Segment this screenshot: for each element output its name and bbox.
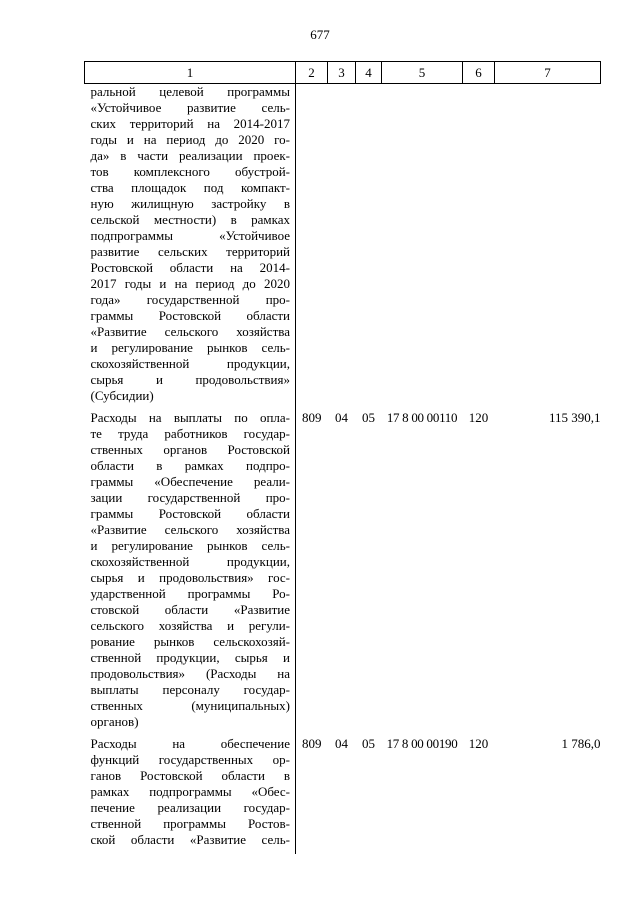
- description-line: ских территорий на 2014-2017: [90, 116, 290, 131]
- table-row: [85, 736, 601, 854]
- description-line: стовской области «Развитие: [90, 602, 290, 617]
- description-line: развитие сельских территорий: [90, 244, 290, 259]
- description-line: и регулирование рынков сель-: [90, 538, 290, 553]
- description-line: годы и на период до 2020 го-: [90, 132, 290, 147]
- description-line: скохозяйственной продукции,: [90, 356, 290, 371]
- description-line: ственной программы Ростов-: [90, 816, 290, 831]
- description-line: ударственной программы Ро-: [90, 586, 290, 601]
- subsection-code: 05: [362, 736, 375, 751]
- section-code: 04: [335, 410, 348, 425]
- description-line: года» государственной про-: [90, 292, 290, 307]
- column-header-5: 5: [382, 62, 463, 84]
- description-line: Ростовской области на 2014-: [90, 260, 290, 275]
- description-line: продовольствия» (Расходы на: [90, 666, 290, 681]
- description-line: рамках подпрограммы «Обес-: [90, 784, 290, 799]
- section-code: 04: [335, 736, 348, 751]
- description-line: Расходы на обеспечение: [90, 736, 290, 751]
- description-line: и регулирование рынков сель-: [90, 340, 290, 355]
- description-line: тов комплексного обустрой-: [90, 164, 290, 179]
- target-article-code: 17 8 00 00110: [386, 410, 458, 425]
- row-description: [85, 84, 296, 411]
- description-line: печение реализации государ-: [90, 800, 290, 815]
- ministry-code: [296, 84, 328, 411]
- page-number: 677: [310, 27, 330, 42]
- description-line: сельского хозяйства и регули-: [90, 618, 290, 633]
- column-header-4: 4: [356, 62, 382, 84]
- description-line: «Развитие сельского хозяйства: [90, 324, 290, 339]
- description-line: ства площадок под компакт-: [90, 180, 290, 195]
- amount: 1 786,0: [561, 736, 601, 751]
- description-line: подпрограммы «Устойчивое: [90, 228, 290, 243]
- description-line: «Развитие сельского хозяйства: [90, 522, 290, 537]
- description-line: ральной целевой программы: [90, 84, 290, 99]
- ministry-code: 809: [302, 410, 322, 425]
- target-article-code: [382, 84, 463, 411]
- description-line: (Субсидии): [90, 388, 154, 403]
- description-line: ственной продукции, сырья и: [90, 650, 290, 665]
- description-line: Расходы на выплаты по опла-: [90, 410, 290, 425]
- expense-type-code: 120: [468, 410, 489, 425]
- expense-type-code: [463, 84, 495, 411]
- description-line: ственных (муниципальных): [90, 698, 290, 713]
- expense-type-code: 120: [468, 736, 489, 751]
- column-header-2: 2: [296, 62, 328, 84]
- description-line: сырья и продовольствия»: [90, 372, 290, 387]
- budget-table: [84, 61, 601, 854]
- description-line: выплаты персоналу государ-: [90, 682, 290, 697]
- description-line: граммы Ростовской области: [90, 308, 290, 323]
- description-line: да» в части реализации проек-: [90, 148, 290, 163]
- description-line: рование рынков сельскохозяй-: [90, 634, 290, 649]
- description-line: сырья и продовольствия» гос-: [90, 570, 290, 585]
- description-line: «Устойчивое развитие сель-: [90, 100, 290, 115]
- description-line: скохозяйственной продукции,: [90, 554, 290, 569]
- description-line: зации государственной про-: [90, 490, 290, 505]
- row-description: [85, 410, 296, 736]
- column-header-3: 3: [328, 62, 356, 84]
- description-line: ской области «Развитие сель-: [90, 832, 290, 847]
- amount: 115 390,1: [548, 410, 601, 425]
- row-description: [85, 736, 296, 854]
- target-article-code: 17 8 00 00190: [386, 736, 458, 751]
- table-body: [85, 84, 601, 855]
- description-line: граммы Ростовской области: [90, 506, 290, 521]
- subsection-code: 05: [362, 410, 375, 425]
- subsection-code: [356, 84, 382, 411]
- table-row: [85, 84, 601, 411]
- table-header-row: [85, 62, 601, 84]
- column-header-7: 7: [495, 62, 601, 84]
- section-code: [328, 84, 356, 411]
- description-line: функций государственных ор-: [90, 752, 290, 767]
- description-line: органов): [90, 714, 139, 729]
- description-line: 2017 годы и на период до 2020: [90, 276, 290, 291]
- description-line: сельской местности) в рамках: [90, 212, 290, 227]
- column-header-1: 1: [85, 62, 296, 84]
- column-header-6: 6: [463, 62, 495, 84]
- description-line: те труда работников государ-: [90, 426, 290, 441]
- description-line: ственных органов Ростовской: [90, 442, 290, 457]
- description-line: ганов Ростовской области в: [90, 768, 290, 783]
- description-line: области в рамках подпро-: [90, 458, 290, 473]
- description-line: ную жилищную застройку в: [90, 196, 290, 211]
- description-line: граммы «Обеспечение реали-: [90, 474, 290, 489]
- ministry-code: 809: [302, 736, 322, 751]
- amount: [495, 84, 601, 411]
- table-row: [85, 410, 601, 736]
